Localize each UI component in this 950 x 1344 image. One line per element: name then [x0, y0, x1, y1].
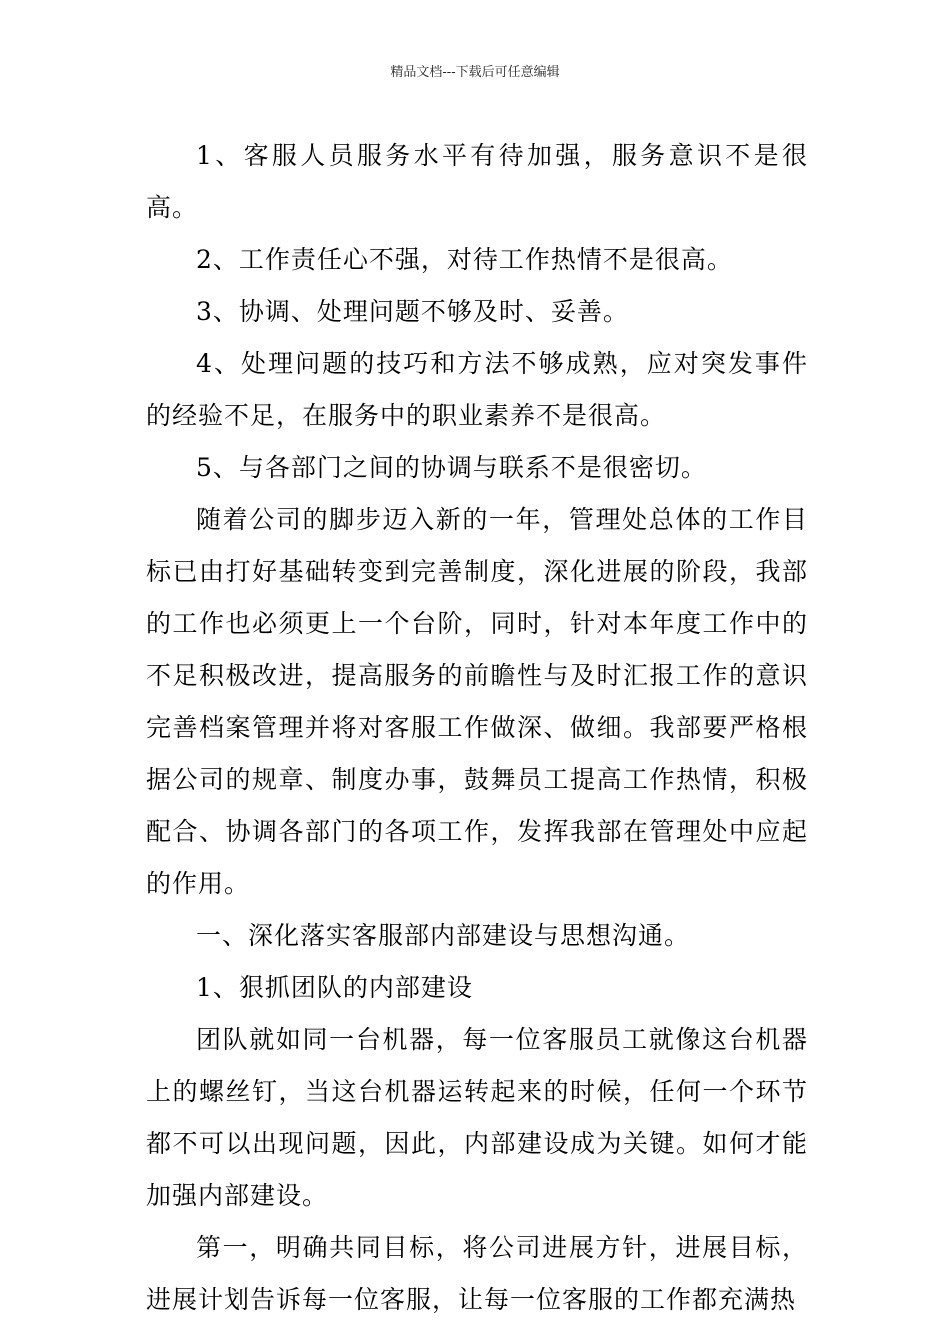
section-heading-internal-building: 一、深化落实客服部内部建设与思想沟通。 — [196, 921, 691, 950]
paragraph-issue-5: 5、与各部门之间的协调与联系不是很密切。 — [196, 453, 707, 482]
document-body — [146, 130, 808, 1326]
paragraph-issue-1: 1、客服人员服务水平有待加强，服务意识不是很高。 — [146, 141, 808, 222]
paragraph-issue-4: 4、处理问题的技巧和方法不够成熟，应对突发事件的经验不足，在服务中的职业素养不是很高。 — [146, 349, 808, 430]
paragraph-team-machine: 团队就如同一台机器，每一位客服员工就像这台机器上的螺丝钉，当这台机器运转起来的时候，任何一个环节都不可以出现问题，因此，内部建设成为关键。如何才能加强内部建设。 — [146, 1025, 808, 1210]
paragraph-first-common-goal: 第一，明确共同目标，将公司进展方针，进展目标，进展计划告诉每一位客服，让每一位客服的工作都充满热 — [146, 1233, 808, 1314]
page-header: 精品文档---下载后可任意编辑 — [390, 65, 560, 80]
paragraph-work-goals: 随着公司的脚步迈入新的一年，管理处总体的工作目标已由打好基础转变到完善制度，深化进展的阶段，我部的工作也必须更上一个台阶，同时，针对本年度工作中的不足积极改进，提高服务的前瞻性与及时汇报工作的意识完善档案管理并将对客服工作做深、做细。我部要严格根据公司的规章、制度办事，鼓舞员工提高工作热情，积极配合、协调各部门的各项工作，发挥我部在管理处中应起的作用。 — [146, 505, 808, 898]
subheading-team-building: 1、狠抓团队的内部建设 — [196, 973, 473, 1002]
paragraph-issue-2: 2、工作责任心不强，对待工作热情不是很高。 — [196, 245, 733, 274]
paragraph-issue-3: 3、协调、处理问题不够及时、妥善。 — [196, 297, 629, 326]
